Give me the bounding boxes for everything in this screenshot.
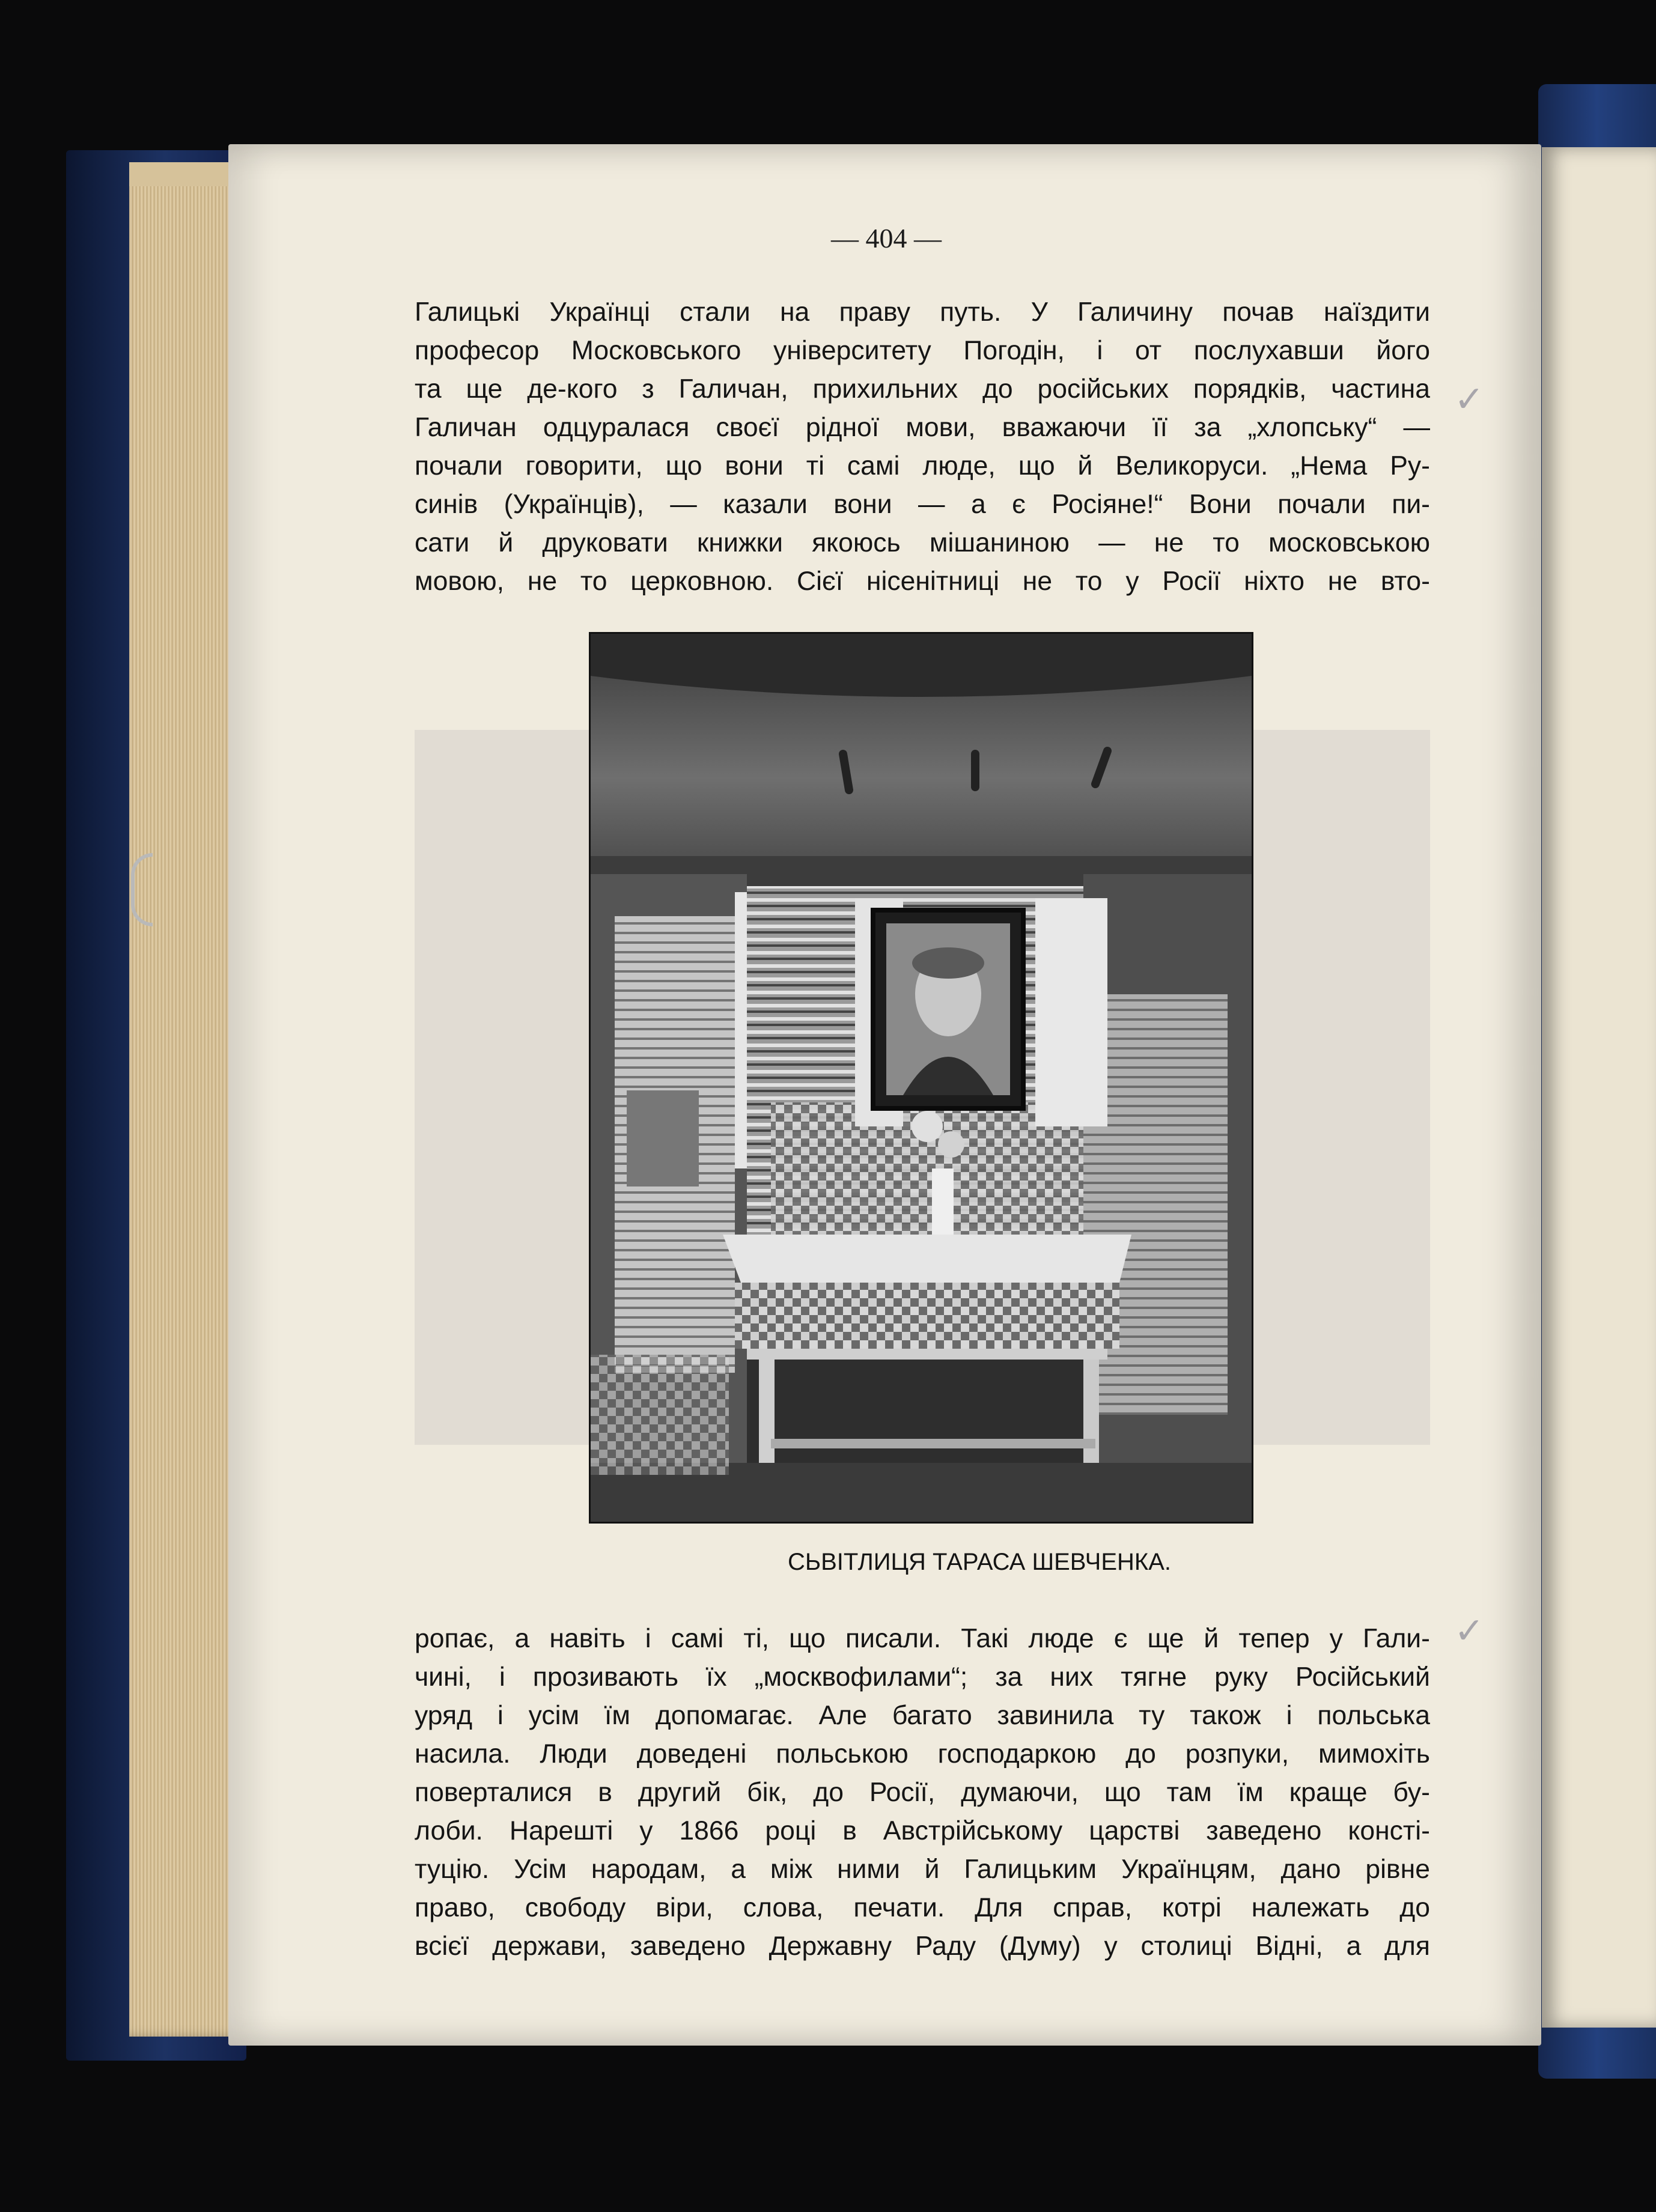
text-line: сати й друковати книжки якоюсь мішаниною — не то московською [415,528,1430,558]
facing-page [1542,147,1656,2028]
paragraph-top [415,293,1430,601]
photo-shevchenko-room [589,632,1253,1524]
text-line: мовою, не то церковною. Сієї нісенітниці не то у Росії ніхто не вто- [415,567,1430,596]
text-line: почали говорити, що вони ті самі люде, що й Великоруси. „Нема Ру- [415,451,1430,481]
text-line: та ще де-кого з Галичан, прихильних до російських порядків, частина [415,374,1430,404]
pencil-check-mark: ✓ [1454,1610,1485,1652]
photo-illustration [591,634,1252,1522]
text-line: професор Московського університету Погодін, і от послухавши його [415,336,1430,365]
text-line: лоби. Нарешті у 1866 році в Австрійському царстві заведено консті- [415,1816,1430,1846]
text-line: Галичан одцуралася своєї рідної мови, вважаючи її за „хлопську“ — [415,413,1430,442]
text-line: туцію. Усім народам, а між ними й Галицьким Українцям, дано рівне [415,1855,1430,1884]
text-line: синів (Українців), — казали вони — а є Росіяне!“ Вони почали пи- [415,490,1430,519]
page-block-edges [129,162,243,2037]
text-line: всієї держави, заведено Державну Раду (Думу) у столиці Відні, а для [415,1931,1430,1961]
text-line: ропає, а навіть і самі ті, що писали. Такі люде є ще й тепер у Гали- [415,1624,1430,1653]
text-line: право, свободу віри, слова, печати. Для справ, котрі належать до [415,1893,1430,1922]
photo-caption: СЬВІТЛИЦЯ ТАРАСА ШЕВЧЕНКА. [787,1549,1171,1575]
text-line: поверталися в другий бік, до Росії, думаючи, що там їм краще бу- [415,1778,1430,1807]
text-line: чині, і прозивають їх „москвофилами“; за них тягне руку Російський [415,1662,1430,1692]
text-line: насила. Люди доведені польською господаркою до розпуки, мимохіть [415,1739,1430,1769]
page-number: — 404 — [831,223,942,254]
paragraph-bottom [415,1620,1430,1966]
text-line: Галицькі Українці стали на праву путь. У Галичину почав наїздити [415,297,1430,327]
bookmark-clip [131,853,153,926]
pencil-check-mark: ✓ [1454,378,1485,421]
text-line: уряд і усім їм допомагає. Але багато завинила ту також і польська [415,1701,1430,1730]
